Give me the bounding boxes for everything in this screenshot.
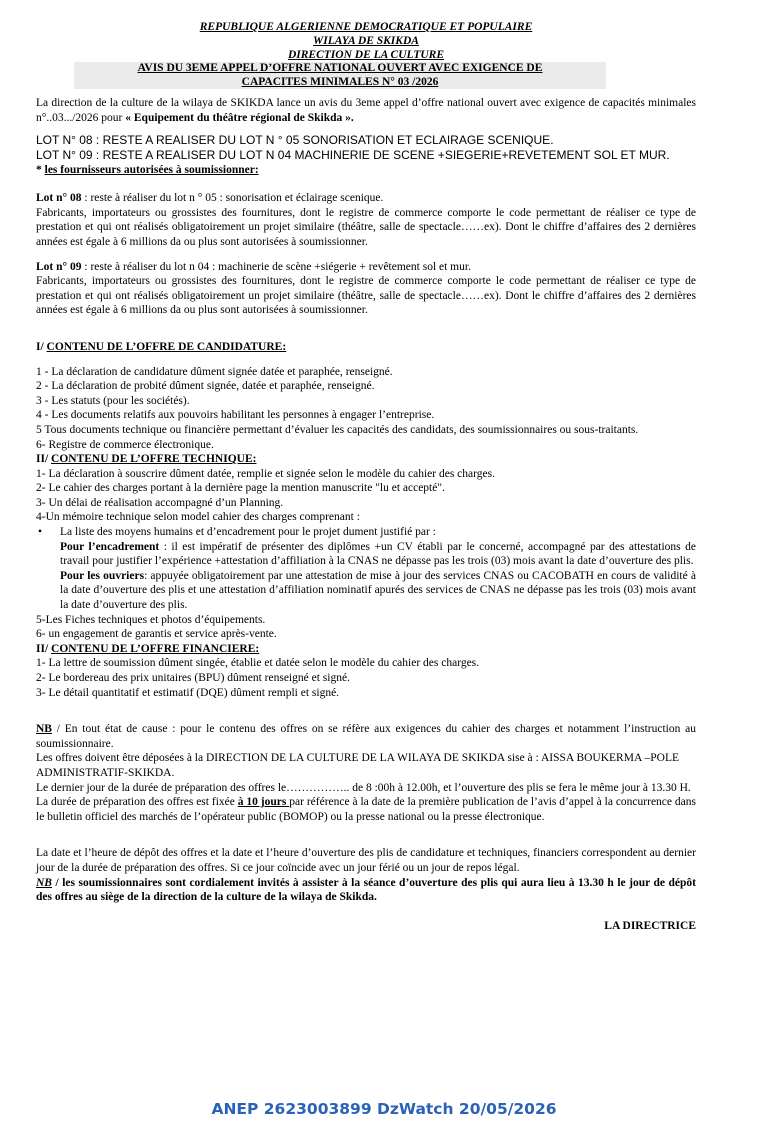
- header-republic: REPUBLIQUE ALGERIENNE DEMOCRATIQUE ET POPULAIRE: [199, 21, 533, 33]
- section-1-number: I/: [36, 340, 47, 353]
- list-item: 3 - Les statuts (pour les sociétés).: [36, 394, 190, 407]
- intro-text: La direction de la culture de la wilaya de SKIKDA lance un avis du 3eme appel d’offre national ouvert avec exigence de capacités minimales n°..03.../2026 pour: [36, 97, 696, 124]
- holiday-paragraph: La date et l’heure de dépôt des offres et la date et l’heure d’ouverture des plis de candidature et techniques, financiers correspondent au dernier jour de la durée de préparation des offres. Si ce jour coïncide avec un jour férié ou un jour de repos légal.: [36, 847, 696, 874]
- duration-text-a: La durée de préparation des offres est fixée: [36, 796, 238, 809]
- lots-block: [36, 133, 696, 163]
- notice-page: [36, 20, 696, 933]
- avis-title: [74, 62, 606, 89]
- duration-paragraph: [36, 795, 696, 824]
- suppliers-text: les fournisseurs autorisées à soumissionner:: [44, 164, 259, 177]
- nb-2-text: / les soumissionnaires sont cordialement invités à assister à la séance d’ouverture des plis qui aura lieu à 13.30 h le jour de dépôt des offres au siège de la direction de la culture de la wilaya de Skikda.: [36, 876, 696, 904]
- lot-09-line: LOT N° 09 : RESTE A REALISER DU LOT N 04 MACHINERIE DE SCENE +SIEGERIE+REVETEMENT SOL ET MUR.: [36, 148, 670, 163]
- lot-08-title: : reste à réaliser du lot n ° 05 : sonorisation et éclairage scenique.: [81, 192, 384, 205]
- lot-09-block: [36, 260, 696, 275]
- list-item: 2- Le cahier des charges portant à la dernière page la mention manuscrite "lu et accepté".: [36, 482, 445, 495]
- last-day-paragraph: Le dernier jour de la durée de préparation des offres le…………….. de 8 :00h à 12.00h, et l’ouverture des plis se fera le même jour à 13.30 H.: [36, 781, 691, 794]
- footer-reference: ANEP 2623003899 DzWatch 20/05/2026: [211, 1100, 557, 1118]
- list-item: 4-Un mémoire technique selon model cahier des charges comprenant :: [36, 511, 360, 524]
- section-2-number: II/: [36, 453, 52, 466]
- section-3-title: CONTENU DE L’OFFRE FINANCIERE:: [51, 642, 260, 655]
- section-2-heading: [36, 452, 696, 467]
- lot-08-line: LOT N° 08 : RESTE A REALISER DU LOT N ° 05 SONORISATION ET ECLAIRAGE SCENIQUE.: [36, 133, 554, 148]
- list-item: 1- La lettre de soumission dûment singée, établie et datée selon le modèle du cahier des charges.: [36, 657, 480, 670]
- encadrement-paragraph: [36, 540, 696, 569]
- section-1-title: CONTENU DE L’OFFRE DE CANDIDATURE:: [46, 340, 287, 353]
- intro-paragraph: [36, 96, 696, 125]
- list-item: 5-Les Fiches techniques et photos d’équipements.: [36, 613, 266, 626]
- list-item: 4 - Les documents relatifs aux pouvoirs habilitant les personnes à engager l’entreprise.: [36, 409, 435, 422]
- encadrement-text: : il est impératif de présenter des diplômes +un CV établi par le concerné, accompagné par des attestations de travail pour justifier l’expérience +attestation d’affiliation à la CNAS ne dépasse pas les trois (03) mois avant la date d’ouverture des plis.: [60, 540, 696, 568]
- list-item: 2- Le bordereau des prix unitaires (BPU) dûment renseigné et signé.: [36, 672, 350, 684]
- lot-08-block: [36, 191, 696, 206]
- nb-2-paragraph: [36, 876, 696, 905]
- bullet-text: La liste des moyens humains et d’encadrement pour le projet dument justifié par :: [60, 526, 436, 539]
- list-item: 1 - La déclaration de candidature dûment signée datée et paraphée, renseigné.: [36, 365, 393, 378]
- bullet-dot-icon: •: [38, 526, 43, 539]
- lot-09-title: : reste à réaliser du lot n 04 : machinerie de scène +siégerie + revêtement sol et mur.: [81, 260, 471, 273]
- ouvriers-label: Pour les ouvriers: [60, 569, 145, 582]
- list-item: 1- La déclaration à souscrire dûment datée, remplie et signée selon le modèle du cahier des charges.: [36, 467, 495, 480]
- suppliers-heading: [36, 163, 696, 177]
- lot-08-label: Lot n° 08: [36, 192, 82, 205]
- bullet-item: [36, 525, 696, 540]
- list-item: 2 - La déclaration de probité dûment signée, datée et paraphée, renseigné.: [36, 380, 375, 393]
- avis-title-line2: CAPACITES MINIMALES N° 03 /2026: [241, 75, 439, 88]
- suppliers-star: *: [36, 164, 45, 177]
- nb-1-text: / En tout état de cause : pour le contenu des offres on se réfère aux exigences du cahier des charges et notamment l’instruction au soumissionnaire.: [36, 723, 696, 750]
- section-2-list: [36, 467, 696, 642]
- encadrement-label: Pour l’encadrement: [60, 540, 160, 553]
- duration-text-b: par référence à la date de la première publication de l’avis d’appel à la concurrence dans le bulletin officiel des marchés de l’opérateur public (BOMOP) ou la presse national ou la presse électronique.: [36, 796, 696, 823]
- avis-title-line1: AVIS DU 3EME APPEL D’OFFRE NATIONAL OUVERT AVEC EXIGENCE DE: [137, 62, 543, 74]
- section-3-list: [36, 656, 696, 700]
- section-1-list: [36, 365, 696, 453]
- duration-days: à 10 jours: [237, 796, 290, 809]
- list-item: 6- Registre de commerce électronique.: [36, 438, 214, 451]
- ouvriers-text: : appuyée obligatoirement par une attestation de mise à jour des services CNAS ou CACOBATH en cours de validité à la date d’ouverture des plis et une attestation d’affiliation nominatif apurés des services de CNAS ne dépasse pas les trois (03) mois avant la date d’ouverture des plis.: [60, 569, 696, 612]
- nb-1-label: NB: [36, 723, 52, 736]
- lot-08-body: Fabricants, importateurs ou grossistes des fournitures, dont le registre de commerce comporte le code permettant de réaliser ce type de prestation et qui ont réalisés obligatoirement un projet similaire (théâtre, salle de spectacle……ex). Dont le chiffre d’affaires des 2 dernières années est égale à 6 millions da ou plus sont autorisées à soumissionner.: [36, 206, 696, 248]
- lot-09-body: Fabricants, importateurs ou grossistes des fournitures, dont le registre de commerce comporte le code permettant de réaliser ce type de prestation et qui ont réalisés obligatoirement un projet similaire (théâtre, salle de spectacle……ex). Dont le chiffre d’affaires des 2 dernières années est égale à 6 millions da ou plus sont autorisées à soumissionner.: [36, 275, 696, 317]
- intro-project: « Equipement du théâtre régional de Skikda ».: [125, 111, 354, 124]
- deposit-paragraph: Les offres doivent être déposées à la DIRECTION DE LA CULTURE DE LA WILAYA DE SKIKDA sise à : AISSA BOUKERMA –POLE ADMINISTRATIF-SKIKDA.: [36, 752, 679, 779]
- list-item: 3- Le détail quantitatif et estimatif (DQE) dûment rempli et signé.: [36, 686, 340, 699]
- header-wilaya: WILAYA DE SKIKDA: [313, 35, 419, 47]
- section-1-heading: [36, 340, 696, 355]
- list-item: 5 Tous documents technique ou financière permettant d’évaluer les capacités des candidats, des soumissionnaires ou sous-traitants.: [36, 423, 639, 436]
- header-direction: DIRECTION DE LA CULTURE: [287, 49, 445, 61]
- section-3-number: II/: [36, 642, 52, 655]
- ouvriers-paragraph: [36, 569, 696, 613]
- signature: LA DIRECTRICE: [604, 919, 696, 932]
- nb-2-label: NB: [36, 876, 52, 889]
- lot-09-label: Lot n° 09: [36, 260, 82, 273]
- list-item: 6- un engagement de garantis et service après-vente.: [36, 628, 277, 641]
- nb-1-paragraph: [36, 722, 696, 751]
- section-3-heading: [36, 642, 696, 657]
- section-2-title: CONTENU DE L’OFFRE TECHNIQUE:: [51, 453, 257, 466]
- list-item: 3- Un délai de réalisation accompagné d’un Planning.: [36, 496, 284, 509]
